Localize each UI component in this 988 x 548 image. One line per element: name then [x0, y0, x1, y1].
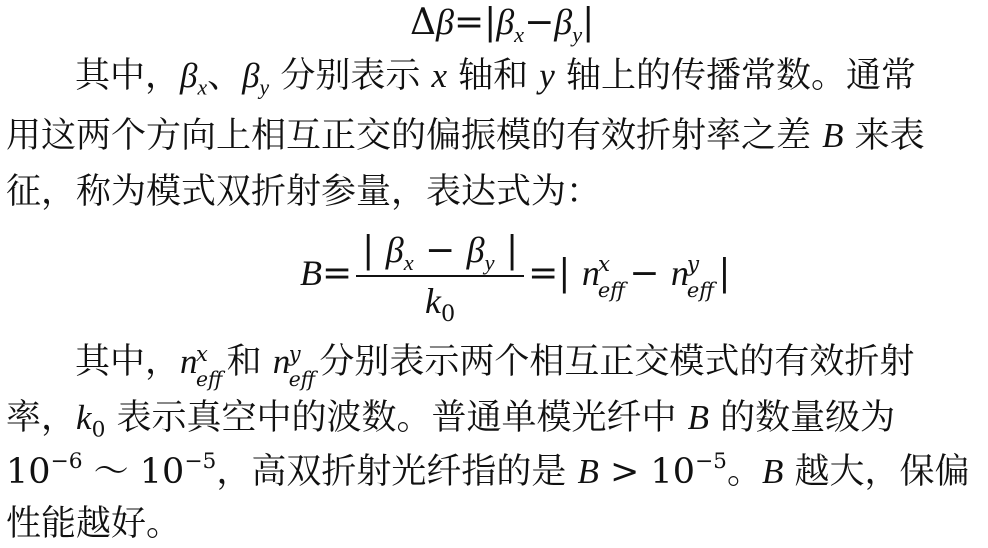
paragraph-2-line-2: 率，$k_0$ 表示真空中的波数。普通单模光纤中 B 的数量级为 [6, 398, 896, 443]
paragraph-1-line-3: 征，称为模式双折射参量，表达式为： [6, 172, 602, 212]
paragraph-1-line-1: 其中，$\beta_x$、$\beta_y$ 分别表示 x 轴和 y 轴上的传播常数。通常 [75, 56, 916, 100]
equation-birefringence: B= $\frac{| \beta_x - \beta_y |}{k_0}$ =| n x eff − n y eff | [300, 230, 731, 327]
birefringence-fraction: $\frac{| \beta_x - \beta_y |}{k_0}$ [356, 228, 524, 324]
paragraph-2-line-3: $10^{-6}$ ～ $10^{-5}$，高双折射光纤指的是 $B > 10^{-5}$。B 越大，保偏 [6, 448, 970, 492]
paragraph-2-line-1: 其中，n x eff 和 n y eff 分别表示两个相互正交模式的有效折射 [75, 342, 915, 391]
paragraph-2-line-4: 性能越好。 [6, 504, 182, 544]
equation-delta-beta: $\Delta\beta=|\beta_x-\beta_y|$ [410, 2, 595, 47]
paragraph-1-line-2: 用这两个方向上相互正交的偏振模的有效折射率之差 B 来表 [6, 116, 925, 156]
